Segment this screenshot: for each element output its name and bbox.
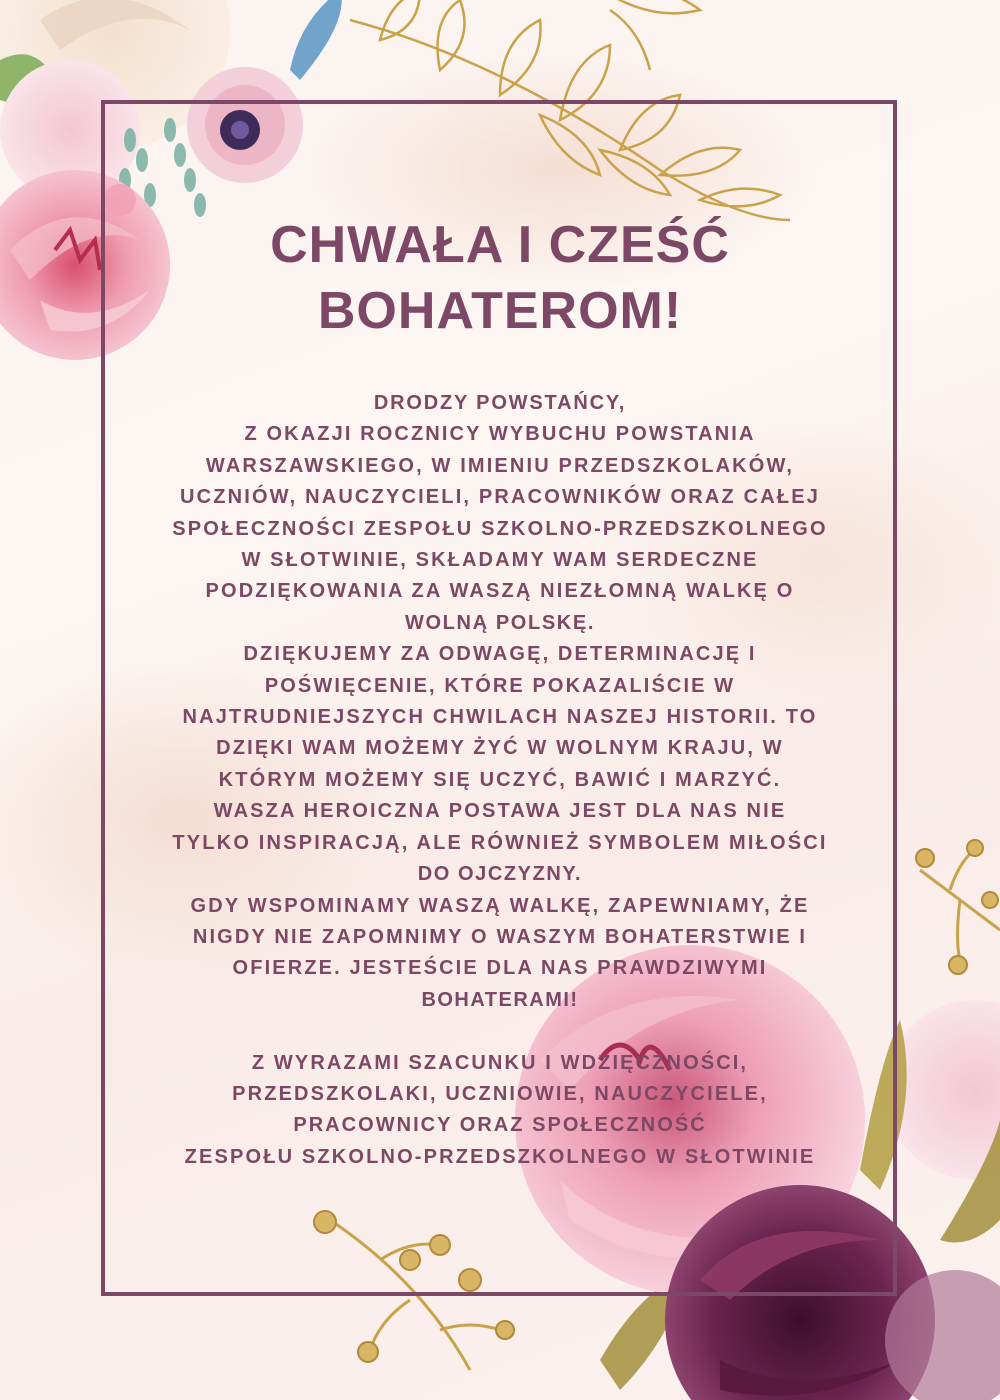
letter-line: SPOŁECZNOŚCI ZESPOŁU SZKOLNO-PRZEDSZKOLNEGO — [172, 517, 828, 540]
letter-line: OFIERZE. JESTEŚCIE DLA NAS PRAWDZIWYMI — [232, 957, 768, 980]
letter-line: DZIĘKI WAM MOŻEMY ŻYĆ W WOLNYM KRAJU, W — [216, 737, 784, 760]
letter-line: KTÓRYM MOŻEMY SIĘ UCZYĆ, BAWIĆ I MARZYĆ. — [218, 768, 782, 791]
letter-line: DRODZY POWSTAŃCY, — [373, 392, 627, 414]
letter-line: WOLNĄ POLSKĘ. — [404, 611, 596, 634]
letter-body — [110, 388, 890, 1173]
letter-line: UCZNIÓW, NAUCZYCIELI, PRACOWNIKÓW ORAZ CAŁEJ — [179, 486, 821, 509]
letter-line: PODZIĘKOWANIA ZA WASZĄ NIEZŁOMNĄ WALKĘ O — [205, 580, 795, 603]
letter-line: Z OKAZJI ROCZNICY WYBUCHU POWSTANIA — [244, 423, 756, 446]
page-title — [100, 212, 900, 344]
letter-line: NIGDY NIE ZAPOMNIMY O WASZYM BOHATERSTWIE I — [192, 925, 808, 948]
letter-line: TYLKO INSPIRACJĄ, ALE RÓWNIEŻ SYMBOLEM MIŁOŚCI — [172, 831, 828, 854]
letter-line: WASZA HEROICZNA POSTAWA JEST DLA NAS NIE — [213, 800, 787, 823]
title-line: CHWAŁA I CZEŚĆ — [270, 216, 730, 274]
letter-line: W SŁOTWINIE, SKŁADAMY WAM SERDECZNE — [241, 549, 759, 572]
letter-line: BOHATERAMI! — [421, 988, 579, 1011]
letter-line: NAJTRUDNIEJSZYCH CHWILACH NASZEJ HISTORII. TO — [182, 706, 818, 729]
closing-line: ZESPOŁU SZKOLNO-PRZEDSZKOLNEGO W SŁOTWINIE — [184, 1145, 816, 1168]
letter-line: POŚWIĘCENIE, KTÓRE POKAZALIŚCIE W — [264, 674, 736, 697]
closing-line: Z WYRAZAMI SZACUNKU I WDZIĘCZNOŚCI, — [251, 1051, 749, 1074]
letter-line: GDY WSPOMINAMY WASZĄ WALKĘ, ZAPEWNIAMY, ŻE — [190, 894, 810, 917]
letter-line: DO OJCZYZNY. — [417, 863, 583, 886]
letter-line: WARSZAWSKIEGO, W IMIENIU PRZEDSZKOLAKÓW, — [205, 454, 795, 477]
closing-line: PRACOWNICY ORAZ SPOŁECZNOŚĆ — [293, 1114, 707, 1137]
title-line: BOHATEROM! — [317, 282, 683, 340]
paragraph-gap — [110, 1016, 890, 1047]
letter-line: DZIĘKUJEMY ZA ODWAGĘ, DETERMINACJĘ I — [243, 643, 757, 666]
closing-line: PRZEDSZKOLAKI, UCZNIOWIE, NAUCZYCIELE, — [232, 1082, 768, 1105]
